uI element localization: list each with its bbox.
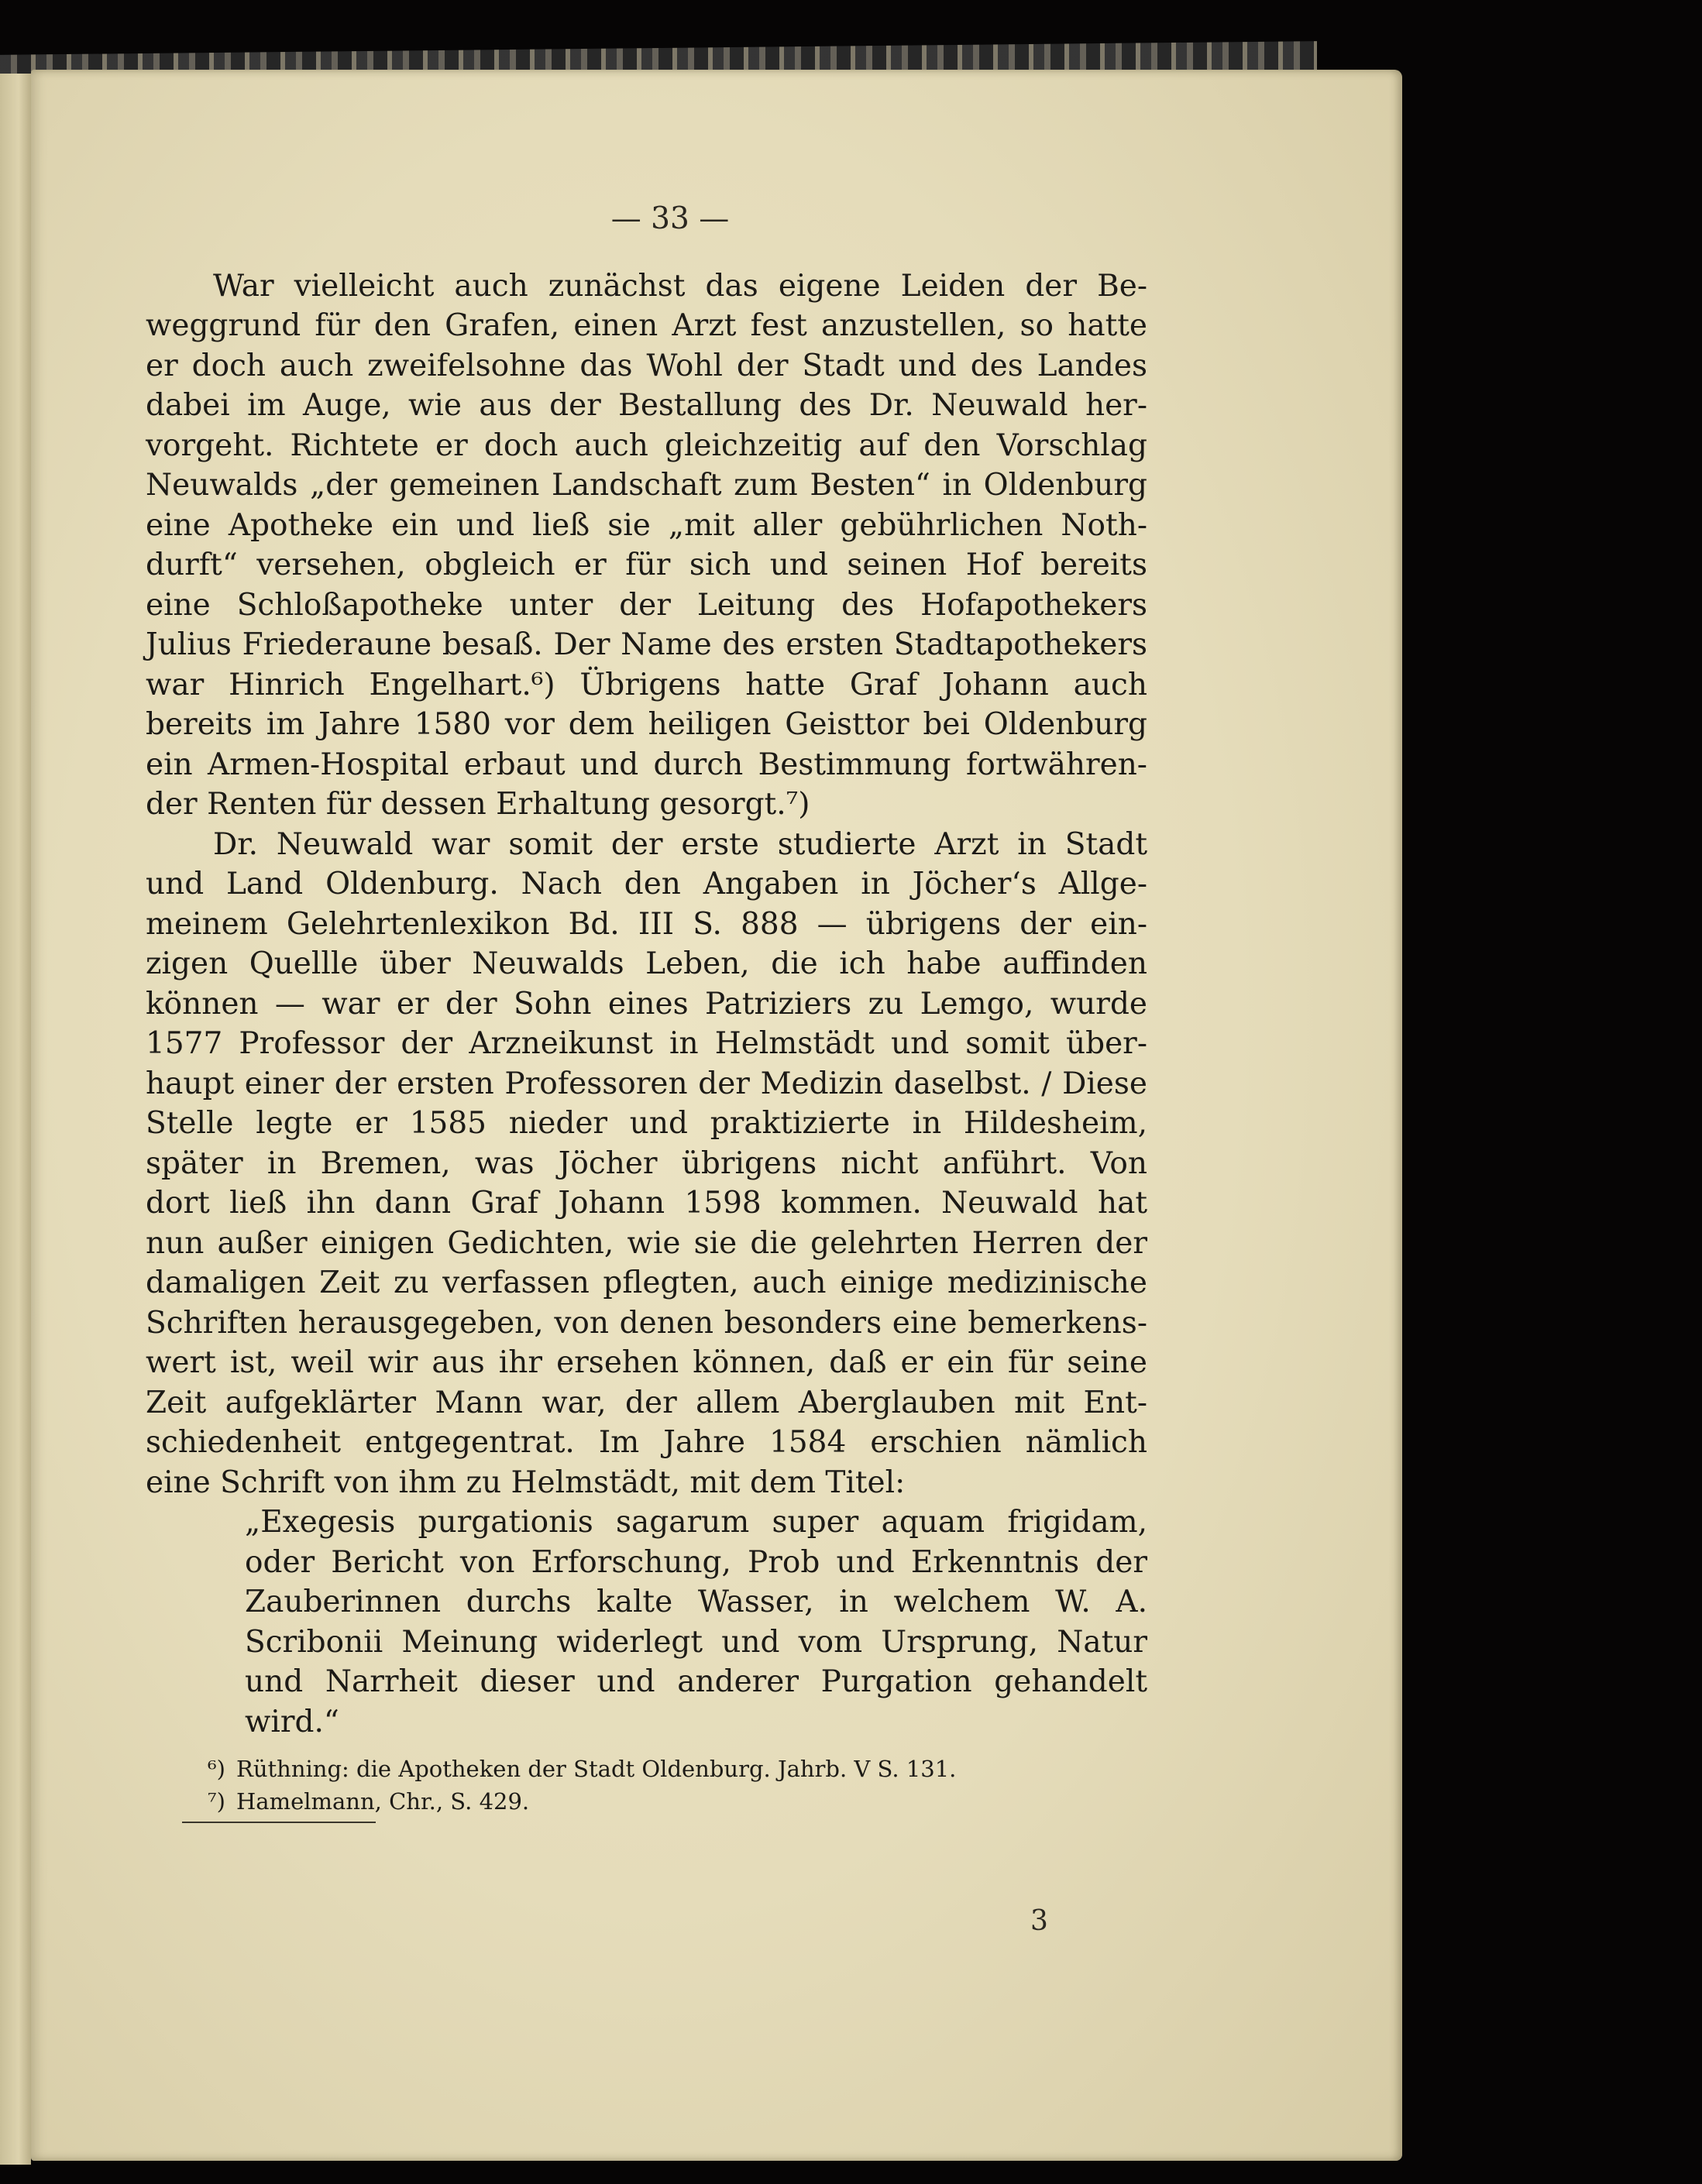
body-line: Neuwalds „der gemeinen Landschaft zum Besten“ in Oldenburg: [146, 468, 1147, 503]
quote-line: Scribonii Meinung widerlegt und vom Ursprung, Natur: [245, 1625, 1147, 1660]
body-line: Dr. Neuwald war somit der erste studierte Arzt in Stadt: [213, 827, 1147, 862]
footnote-text: Hamelmann, Chr., S. 429.: [236, 1788, 530, 1815]
footnote-marker: ⁷): [208, 1788, 225, 1815]
left-page-edge: [0, 74, 31, 2165]
body-line: weggrund für den Grafen, einen Arzt fest anzustellen, so hatte: [146, 308, 1147, 343]
quote-line: wird.“: [245, 1705, 339, 1739]
body-line: nun außer einigen Gedichten, wie sie die gelehrten Herren der: [146, 1226, 1147, 1261]
body-line: eine Schloßapotheke unter der Leitung des Hofapothekers: [146, 588, 1147, 623]
body-line: vorgeht. Richtete er doch auch gleichzeitig auf den Vorschlag: [146, 428, 1147, 463]
body-line: dabei im Auge, wie aus der Bestallung des Dr. Neuwald her-: [146, 388, 1147, 423]
body-line: wert ist, weil wir aus ihr ersehen können, daß er ein für seine: [146, 1345, 1147, 1380]
body-line: meinem Gelehrtenlexikon Bd. III S. 888 — übrigens der ein-: [146, 907, 1147, 942]
page-number: — 33 —: [610, 201, 730, 236]
body-line: der Renten für dessen Erhaltung gesorgt.⁷): [146, 787, 810, 822]
body-line: 1577 Professor der Arzneikunst in Helmstädt und somit über-: [146, 1026, 1147, 1061]
printer-signature-mark: 3: [1030, 1905, 1048, 1937]
quote-line: Zauberinnen durchs kalte Wasser, in welchem W. A.: [245, 1585, 1147, 1619]
body-line: War vielleicht auch zunächst das eigene Leiden der Be-: [213, 269, 1147, 304]
footnote-text: Rüthning: die Apotheken der Stadt Oldenburg. Jahrb. V S. 131.: [236, 1756, 957, 1782]
quote-line: „Exegesis purgationis sagarum super aquam frigidam,: [245, 1505, 1147, 1540]
body-line: Stelle legte er 1585 nieder und praktizierte in Hildesheim,: [146, 1106, 1147, 1141]
body-line: er doch auch zweifelsohne das Wohl der Stadt und des Landes: [146, 349, 1147, 383]
body-line: ein Armen-Hospital erbaut und durch Bestimmung fortwähren-: [146, 747, 1147, 782]
body-line: haupt einer der ersten Professoren der Medizin daselbst. / Diese: [146, 1066, 1147, 1101]
body-line: damaligen Zeit zu verfassen pflegten, auch einige medizinische: [146, 1265, 1147, 1300]
body-line: Schriften herausgegeben, von denen besonders eine bemerkens-: [146, 1306, 1147, 1341]
body-line: schiedenheit entgegentrat. Im Jahre 1584 erschien nämlich: [146, 1425, 1147, 1460]
page-sheet: [31, 70, 1402, 2161]
body-line: und Land Oldenburg. Nach den Angaben in Jöcher‘s Allge-: [146, 867, 1147, 901]
body-line: können — war er der Sohn eines Patriziers zu Lemgo, wurde: [146, 987, 1147, 1022]
body-line: zigen Quellle über Neuwalds Leben, die ich habe auffinden: [146, 946, 1147, 981]
body-line: Julius Friederaune besaß. Der Name des ersten Stadtapothekers: [146, 627, 1147, 662]
body-line: war Hinrich Engelhart.⁶) Übrigens hatte Graf Johann auch: [146, 668, 1147, 702]
body-line: Zeit aufgeklärter Mann war, der allem Aberglauben mit Ent-: [146, 1386, 1147, 1420]
quote-line: oder Bericht von Erforschung, Prob und Erkenntnis der: [245, 1545, 1147, 1580]
body-line: später in Bremen, was Jöcher übrigens nicht anführt. Von: [146, 1146, 1147, 1181]
quote-line: und Narrheit dieser und anderer Purgation gehandelt: [245, 1664, 1147, 1699]
body-line: eine Apotheke ein und ließ sie „mit aller gebührlichen Noth-: [146, 508, 1147, 543]
footnote-marker: ⁶): [208, 1756, 225, 1782]
body-line: dort ließ ihn dann Graf Johann 1598 kommen. Neuwald hat: [146, 1186, 1147, 1221]
footnote-separator: [182, 1822, 376, 1823]
body-line: eine Schrift von ihm zu Helmstädt, mit dem Titel:: [146, 1465, 906, 1500]
body-line: durft“ versehen, obgleich er für sich und seinen Hof bereits: [146, 548, 1147, 582]
body-line: bereits im Jahre 1580 vor dem heiligen Geisttor bei Oldenburg: [146, 707, 1147, 742]
